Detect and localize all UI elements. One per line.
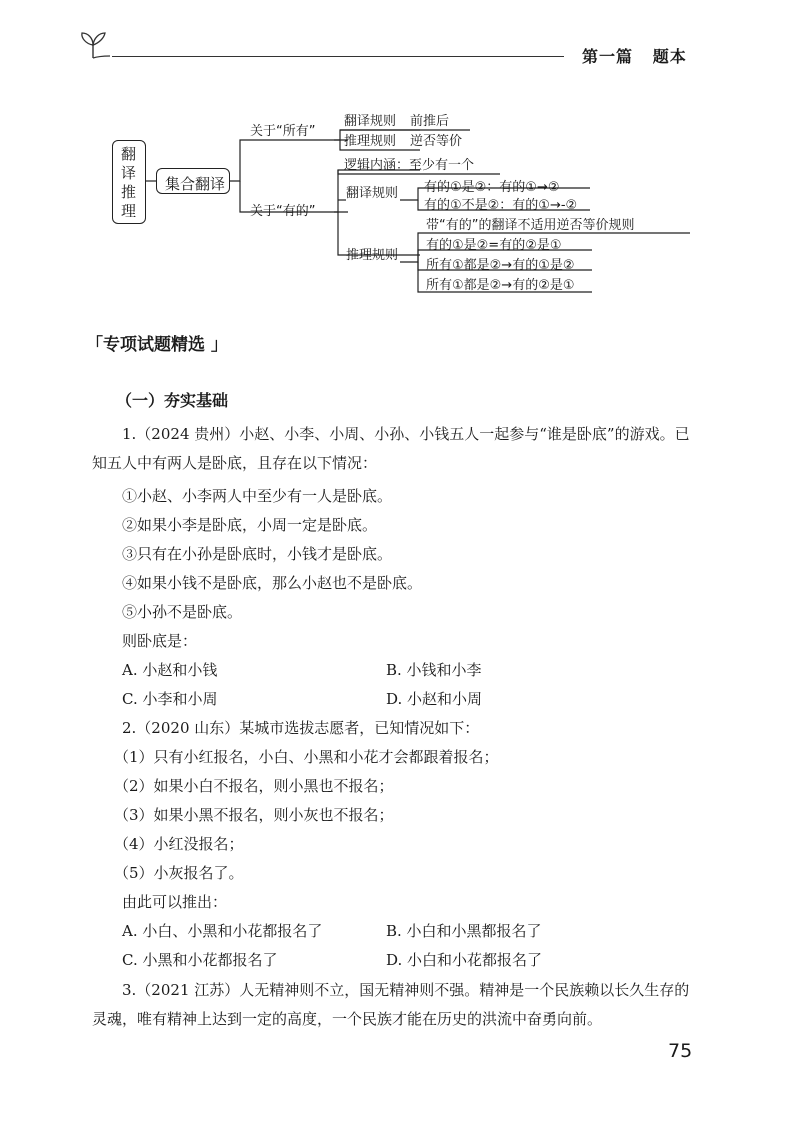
all-item-value: 前推后 [410, 114, 450, 129]
q1-option-d: D. 小赵和小周 [386, 690, 483, 708]
q2-condition: （1）只有小红报名，小白、小黑和小花才会都跟着报名； [114, 748, 499, 766]
q2-condition: （3）如果小黑不报名，则小灰也不报名； [114, 806, 394, 824]
mind-map [100, 100, 720, 310]
q2-ask: 由此可以推出： [122, 893, 228, 911]
header-rule [112, 56, 564, 57]
q1-stem: 1.（2024 贵州）小赵、小李、小周、小孙、小钱五人一起参与“谁是卧底”的游戏。已知五人中有两人是卧底，且存在以下情况： [92, 425, 690, 472]
q1-option-b: B. 小钱和小李 [386, 661, 482, 679]
q2-option-a: A. 小白、小黑和小花都报名了 [122, 922, 323, 940]
q1-condition: ⑤小孙不是卧底。 [122, 603, 243, 621]
q1-ask: 则卧底是： [122, 632, 198, 650]
some-translate-item: 有的①是②：有的①→② [424, 180, 560, 195]
sprout-icon [76, 30, 110, 60]
some-reason-item: 所有①都是②→有的①是② [426, 258, 575, 273]
q1-condition: ④如果小钱不是卧底，那么小赵也不是卧底。 [122, 574, 423, 592]
q2-stem: 2.（2020 山东）某城市选拔志愿者，已知情况如下： [122, 719, 480, 737]
branch-label: 集合翻译 [165, 175, 226, 193]
q2-condition: （5）小灰报名了。 [114, 864, 244, 882]
some-reason-item: 有的①是②=有的②是① [426, 238, 562, 253]
q2-condition: （2）如果小白不报名，则小黑也不报名； [114, 777, 394, 795]
q1-option-a: A. 小赵和小钱 [122, 661, 218, 679]
page-number: 75 [668, 1040, 693, 1062]
q2-option-c: C. 小黑和小花都报名了 [122, 951, 278, 969]
bracket-close-icon: 」 [205, 335, 228, 355]
all-item-value: 逆否等价 [410, 134, 463, 149]
root-node [112, 140, 146, 224]
all-item-title: 翻译规则 [344, 114, 397, 129]
all-label: 关于“所有” [250, 124, 316, 139]
q1-condition: ①小赵、小李两人中至少有一人是卧底。 [122, 487, 393, 505]
q2-option-b: B. 小白和小黑都报名了 [386, 922, 542, 940]
sub-title: （一）夯实基础 [116, 391, 229, 410]
mind-map-connectors [100, 100, 720, 310]
some-reason-item: 带“有的”的翻译不适用逆否等价规则 [426, 218, 635, 233]
q2-option-d: D. 小白和小花都报名了 [386, 951, 543, 969]
some-reason-title: 推理规则 [346, 248, 399, 263]
q1-option-c: C. 小李和小周 [122, 690, 218, 708]
some-label: 关于“有的” [250, 204, 316, 219]
section-title-text: 专项试题精选 [103, 335, 205, 355]
q1-condition: ③只有在小孙是卧底时，小钱才是卧底。 [122, 545, 393, 563]
some-connotation: 逻辑内涵：至少有一个 [344, 158, 475, 173]
q1-condition: ②如果小李是卧底，小周一定是卧底。 [122, 516, 378, 534]
bracket-open-icon: 「 [86, 335, 103, 355]
some-translate-title: 翻译规则 [346, 186, 399, 201]
root-label: 翻译推理 [121, 145, 137, 220]
some-translate-item: 有的①不是②：有的①→-② [424, 198, 578, 213]
all-item-title: 推理规则 [344, 134, 397, 149]
section-title [86, 330, 228, 355]
header-label: 第一篇 题本 [582, 47, 687, 66]
some-reason-item: 所有①都是②→有的②是① [426, 278, 575, 293]
q2-condition: （4）小红没报名； [114, 835, 244, 853]
branch-node [156, 168, 230, 194]
q3-stem: 3.（2021 江苏）人无精神则不立，国无精神则不强。精神是一个民族赖以长久生存的灵魂，唯有精神上达到一定的高度，一个民族才能在历史的洪流中奋勇向前。 [92, 981, 690, 1028]
